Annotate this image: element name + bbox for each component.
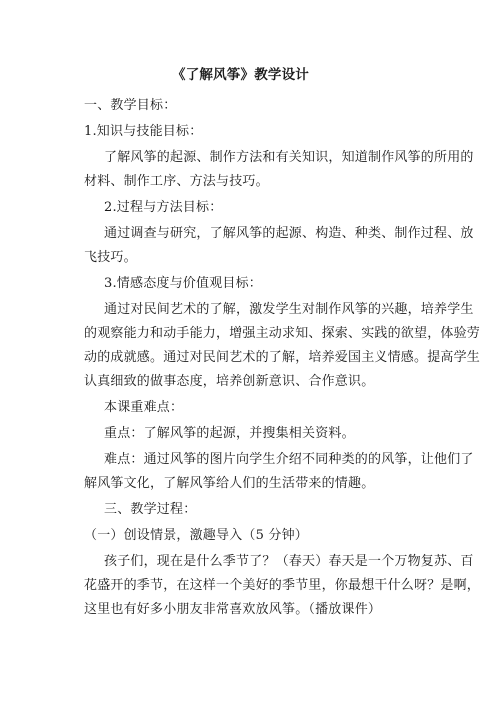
paragraph-line: 重点：了解风筝的起源，并搜集相关资料。 xyxy=(104,426,355,441)
subheading-knowledge-skills: 1.知识与技能目标： xyxy=(84,124,203,139)
section-heading-key-points: 本课重难点： xyxy=(104,400,184,415)
paragraph-line: 材料、制作工序、方法与技巧。 xyxy=(84,174,269,189)
section-heading-process: 三、教学过程： xyxy=(104,502,197,517)
paragraph-line: 难点：通过风筝的图片向学生介绍不同种类的的风筝，让他们了 xyxy=(104,452,474,467)
paragraph-line: 通过对民间艺术的了解，激发学生对制作风筝的兴趣，培养学生 xyxy=(104,302,474,317)
subheading-emotion-values: 3.情感态度与价值观目标： xyxy=(104,276,263,291)
paragraph-line: 这里也有好多小朋友非常喜欢放风筝。（播放课件） xyxy=(84,602,382,617)
subheading-process-methods: 2.过程与方法目标： xyxy=(104,200,223,215)
paragraph-line: 解风筝文化，了解风筝给人们的生活带来的情趣。 xyxy=(84,476,375,491)
paragraph-line: 动的成就感。通过对民间艺术的了解，培养爱国主义情感。提高学生 xyxy=(84,350,481,365)
document-title: 《了解风筝》教学设计 xyxy=(172,67,309,83)
paragraph-line: 了解风筝的起源、制作方法和有关知识，知道制作风筝的所用的 xyxy=(104,150,474,165)
subheading-intro: （一）创设情景，激趣导入（5 分钟） xyxy=(84,528,309,543)
paragraph-line: 的观察能力和动手能力，增强主动求知、探索、实践的欲望，体验劳 xyxy=(84,326,481,341)
paragraph-line: 认真细致的做事态度，培养创新意识、合作意识。 xyxy=(84,374,375,389)
paragraph-line: 飞技巧。 xyxy=(84,250,137,265)
paragraph-line: 孩子们，现在是什么季节了？（春天）春天是一个万物复苏、百 xyxy=(104,554,474,569)
paragraph-line: 通过调查与研究，了解风筝的起源、构造、种类、制作过程、放 xyxy=(104,226,474,241)
paragraph-line: 花盛开的季节，在这样一个美好的季节里，你最想干什么呀？是啊， xyxy=(84,578,481,593)
section-heading-objectives: 一、教学目标： xyxy=(84,98,177,113)
